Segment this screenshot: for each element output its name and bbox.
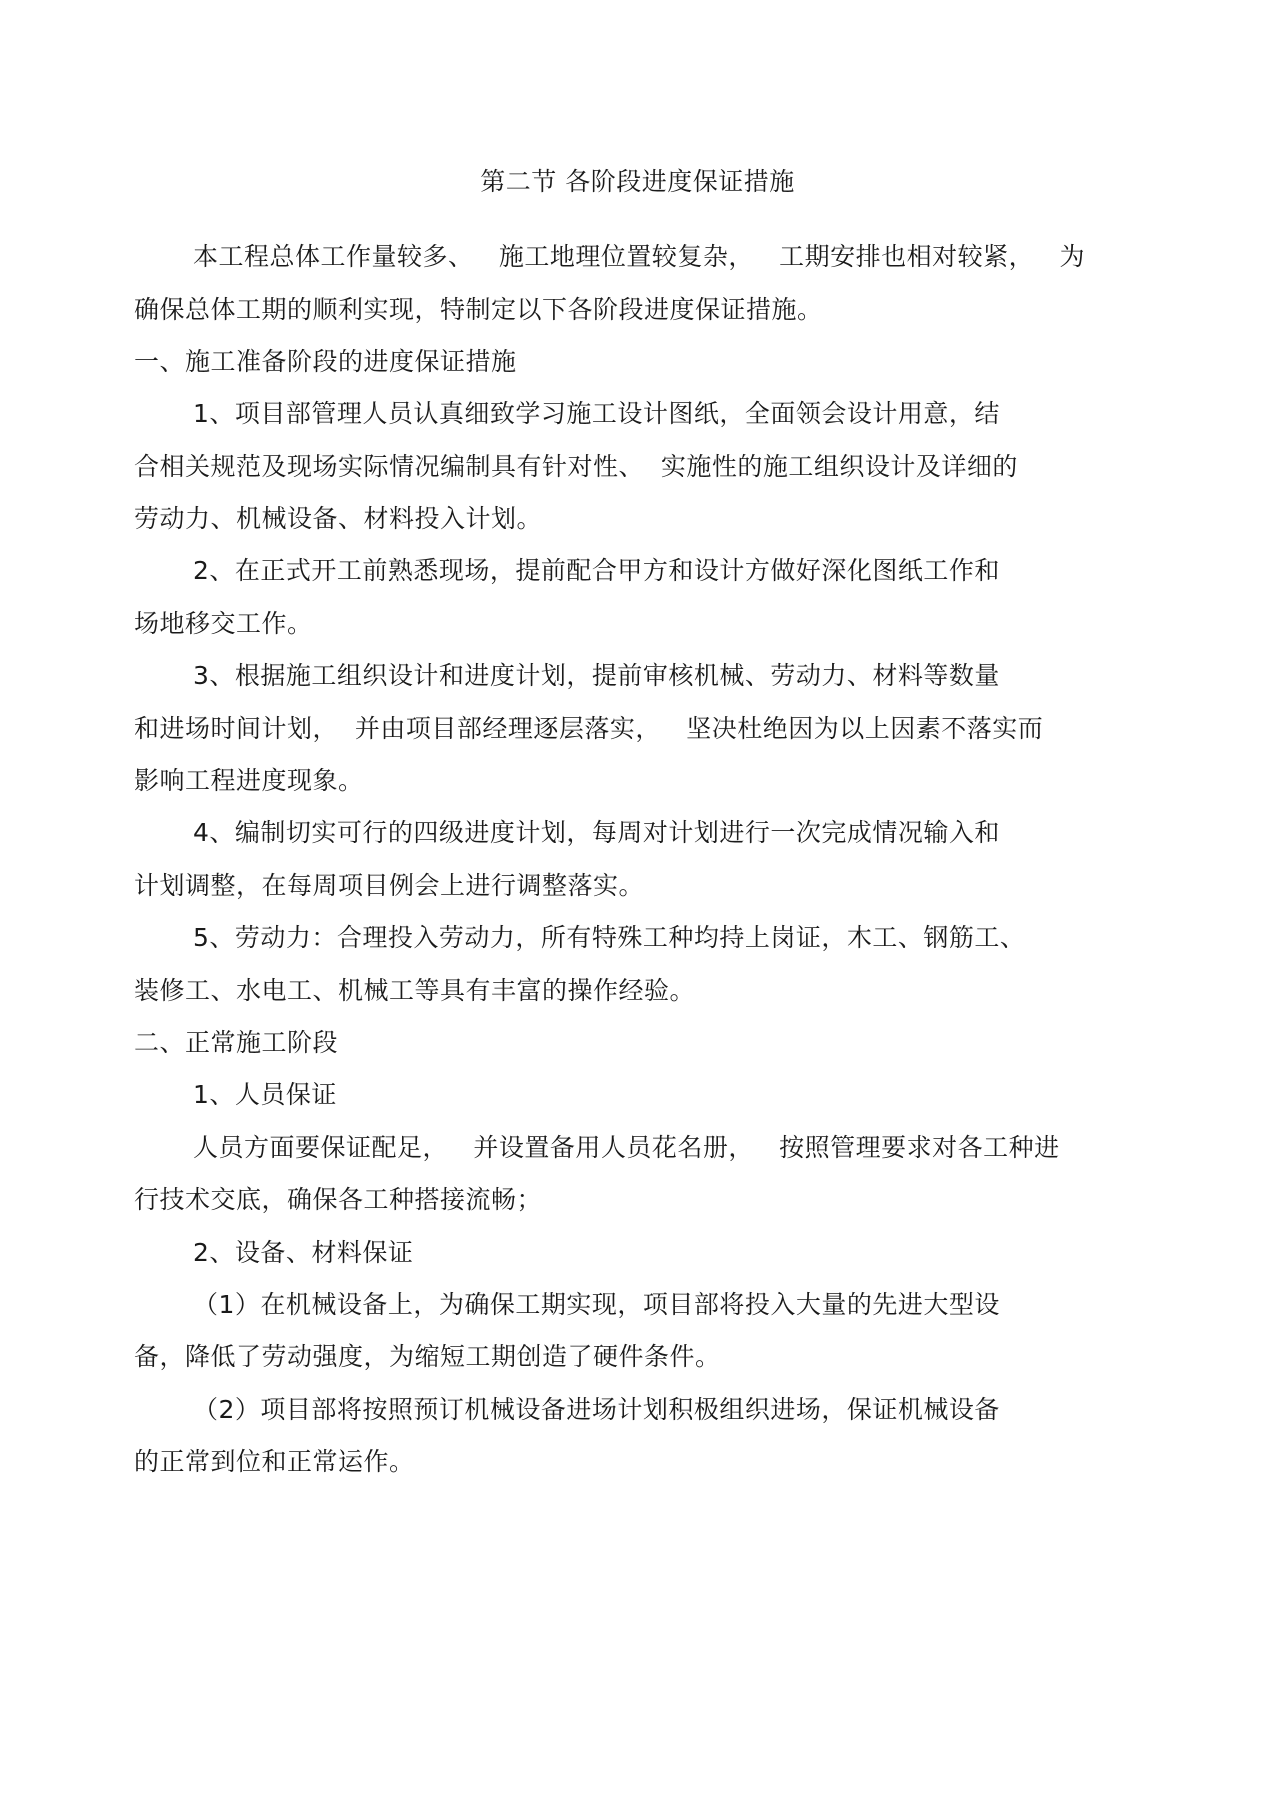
paragraph-line: 人员方面要保证配足， 并设置备用人员花名册， 按照管理要求对各工种进 [193,1133,1060,1162]
paragraph-line: 装修工、水电工、机械工等具有丰富的操作经验。 [134,976,696,1005]
paragraph-line: 行技术交底，确保各工种搭接流畅； [134,1185,543,1214]
paragraph-line: 劳动力、机械设备、材料投入计划。 [134,504,543,533]
paragraph-line: 确保总体工期的顺利实现，特制定以下各阶段进度保证措施。 [134,295,823,324]
paragraph-line: 3、根据施工组织设计和进度计划，提前审核机械、劳动力、材料等数量 [193,661,1000,690]
subsection-heading: 2、设备、材料保证 [193,1238,414,1267]
section-heading: 二、正常施工阶段 [134,1028,339,1057]
section-title: 第二节 各阶段进度保证措施 [480,167,795,196]
paragraph-line: 的正常到位和正常运作。 [134,1447,415,1476]
subsection-heading: 1、人员保证 [193,1080,337,1109]
paragraph-line: 合相关规范及现场实际情况编制具有针对性、 实施性的施工组织设计及详细的 [134,452,1018,481]
paragraph-line: 场地移交工作。 [134,609,313,638]
paragraph-line: 本工程总体工作量较多、 施工地理位置较复杂， 工期安排也相对较紧， 为 [193,242,1086,271]
paragraph-line: 计划调整，在每周项目例会上进行调整落实。 [134,871,645,900]
paragraph-line: 1、项目部管理人员认真细致学习施工设计图纸，全面领会设计用意，结 [193,399,1000,428]
paragraph-line: 和进场时间计划， 并由项目部经理逐层落实， 坚决杜绝因为以上因素不落实而 [134,714,1044,743]
section-heading: 一、施工准备阶段的进度保证措施 [134,347,517,376]
paragraph-line: 影响工程进度现象。 [134,766,364,795]
paragraph-line: （1）在机械设备上，为确保工期实现，项目部将投入大量的先进大型设 [193,1290,1000,1319]
paragraph-line: 备，降低了劳动强度，为缩短工期创造了硬件条件。 [134,1342,721,1371]
paragraph-line: 4、编制切实可行的四级进度计划，每周对计划进行一次完成情况输入和 [193,818,1000,847]
paragraph-line: 5、劳动力：合理投入劳动力，所有特殊工种均持上岗证，木工、钢筋工、 [193,923,1026,952]
paragraph-line: （2）项目部将按照预订机械设备进场计划积极组织进场，保证机械设备 [193,1395,1000,1424]
paragraph-line: 2、在正式开工前熟悉现场，提前配合甲方和设计方做好深化图纸工作和 [193,556,1000,585]
